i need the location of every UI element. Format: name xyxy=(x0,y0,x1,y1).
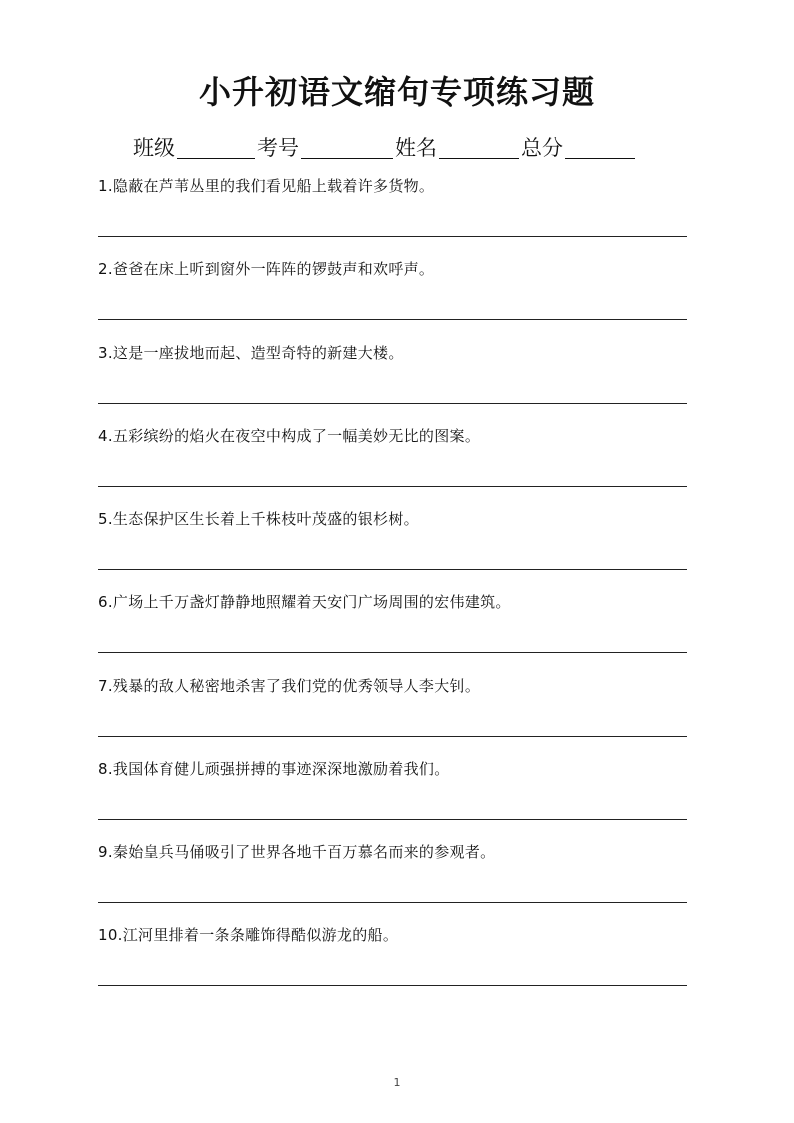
question-item xyxy=(98,258,688,280)
page-number: 1 xyxy=(393,1076,401,1089)
question-text: 1.隐蔽在芦苇丛里的我们看见船上载着许多货物。 xyxy=(98,177,435,195)
question-item xyxy=(98,675,688,697)
question-item xyxy=(98,924,688,946)
answer-line[interactable] xyxy=(98,652,687,653)
name-label: 姓名 xyxy=(395,136,437,160)
question-item xyxy=(98,758,688,780)
question-text: 10.江河里排着一条条雕饰得酷似游龙的船。 xyxy=(98,926,399,944)
total-score-label: 总分 xyxy=(521,136,563,160)
question-text: 2.爸爸在床上听到窗外一阵阵的锣鼓声和欢呼声。 xyxy=(98,260,435,278)
exam-number-label: 考号 xyxy=(257,136,299,160)
question-text: 9.秦始皇兵马俑吸引了世界各地千百万慕名而来的参观者。 xyxy=(98,843,496,861)
answer-line[interactable] xyxy=(98,236,687,237)
answer-line[interactable] xyxy=(98,985,687,986)
question-text: 4.五彩缤纷的焰火在夜空中构成了一幅美妙无比的图案。 xyxy=(98,427,481,445)
class-blank[interactable] xyxy=(177,132,255,159)
answer-line[interactable] xyxy=(98,403,687,404)
answer-line[interactable] xyxy=(98,486,687,487)
exam-number-blank[interactable] xyxy=(301,132,393,159)
question-text: 3.这是一座拔地而起、造型奇特的新建大楼。 xyxy=(98,344,404,362)
answer-line[interactable] xyxy=(98,736,687,737)
worksheet-title: 小升初语文缩句专项练习题 xyxy=(198,73,595,111)
question-item xyxy=(98,508,688,530)
total-score-blank[interactable] xyxy=(565,132,635,159)
answer-line[interactable] xyxy=(98,319,687,320)
question-item xyxy=(98,841,688,863)
question-text: 5.生态保护区生长着上千株枝叶茂盛的银杉树。 xyxy=(98,510,419,528)
student-info-row xyxy=(133,128,637,162)
answer-line[interactable] xyxy=(98,819,687,820)
name-blank[interactable] xyxy=(439,132,519,159)
answer-line[interactable] xyxy=(98,902,687,903)
class-label: 班级 xyxy=(133,136,175,160)
question-item xyxy=(98,425,688,447)
question-text: 6.广场上千万盏灯静静地照耀着天安门广场周围的宏伟建筑。 xyxy=(98,593,511,611)
question-text: 7.残暴的敌人秘密地杀害了我们党的优秀领导人李大钊。 xyxy=(98,677,481,695)
answer-line[interactable] xyxy=(98,569,687,570)
question-item xyxy=(98,591,688,613)
question-text: 8.我国体育健儿顽强拼搏的事迹深深地激励着我们。 xyxy=(98,760,450,778)
question-item xyxy=(98,175,688,197)
question-item xyxy=(98,342,688,364)
